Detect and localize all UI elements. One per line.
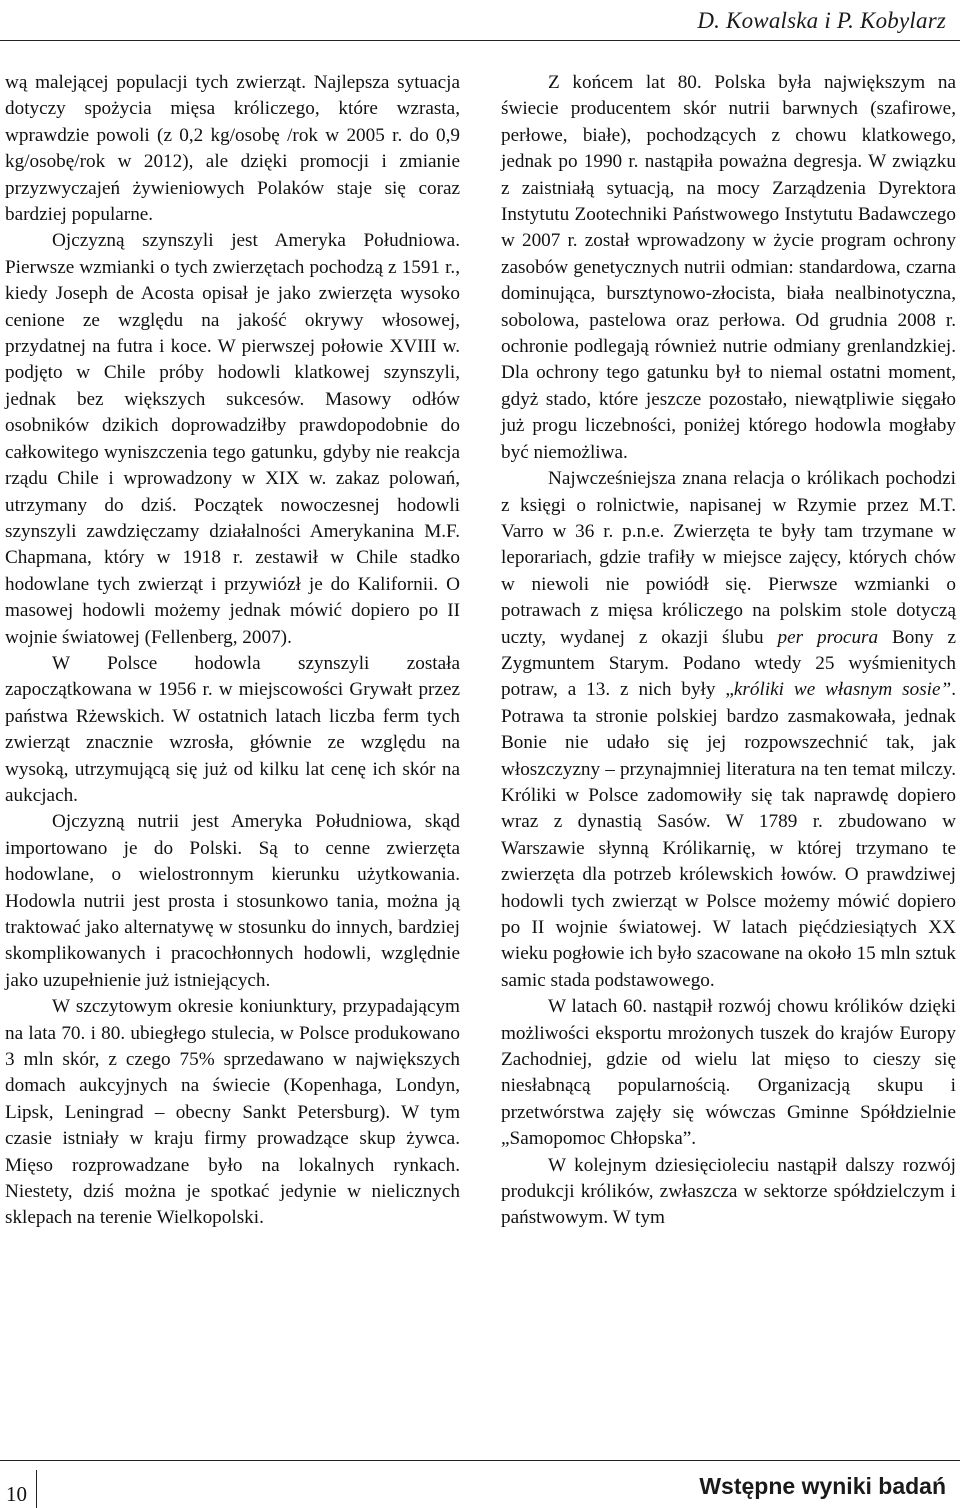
text-run: Najwcześniejsza znana relacja o królikach pochodzi z księgi o rolnictwie, napisanej w Rzymie przez M.T. Varro w 36 r. p.n.e. Zwierzęta te były tam trzymane w leporariach, gdzie trafiły w miejsce zajęcy, których chów w niewoli nie powiódł się. Pierwsze wzmianki o potrawach z mięsa króliczego na polskim stole dotyczą uczty, wydanej z okazji ślubu (501, 468, 956, 648)
paragraph: Ojczyzną nutrii jest Ameryka Południowa, skąd importowano je do Polski. Są to cenne zwierzęta hodowlane, o wielostronnym kierunku użytkowania. Hodowla nutrii jest prosta i stosunkowo tania, można ją traktować jako alternatywę w stosunku do innych, bardziej skomplikowanych i pracochłonnych hodowli, względnie jako uzupełnienie już istniejących. (5, 811, 460, 991)
page-number-divider (36, 1470, 37, 1508)
running-header-authors: D. Kowalska i P. Kobylarz (697, 8, 946, 33)
footer-divider (0, 1460, 960, 1461)
text-run: . Potrawa ta stronie polskiej bardzo zasmakowała, jednak Bonie nie udało się jej rozpowszechnić tak, jak włoszczyzny – przynajmniej literatura na ten temat milczy. Króliki w Polsce zadomowiły się tak naprawdę dopiero wraz z dynastią Sasów. W 1789 r. zbudowano w Warszawie słynną Królikarnię, w której trzymano te zwierzęta dla potrzeb królewskich łowów. O prawdziwej hodowli tych zwierząt w Polsce możemy mówić dopiero po II wojnie światowej. W latach pięćdziesiątych XX wieku pogłowie ich było szacowane na około 15 mln sztuk samic stada podstawowego. (501, 679, 956, 991)
running-footer-title: Wstępne wyniki badań (699, 1473, 946, 1499)
italic-phrase: per procura (777, 626, 879, 648)
text-run: Bony z Zygmuntem Starym. Podano wtedy 25 wyśmienitych potraw, a 13. z nich były „ (501, 626, 956, 701)
left-column (5, 70, 460, 1232)
page-number: 10 (6, 1482, 27, 1506)
paragraph: W Polsce hodowla szynszyli została zapoczątkowana w 1956 r. w miejscowości Grywałt przez państwa Rżewskich. W ostatnich latach liczba ferm tych zwierząt znacznie wzrosła, głównie ze względu na wysoką, utrzymującą się już od kilku lat cenę ich skór na aukcjach. (5, 652, 460, 806)
paragraph: Z końcem lat 80. Polska była największym na świecie producentem skór nutrii barwnych (szafirowe, perłowe, białe), pochodzących z chowu klatkowego, jednak po 1990 r. nastąpiła poważna degresja. W związku z zaistniałą sytuacją, na mocy Zarządzenia Dyrektora Instytutu Zootechniki Państwowego Instytutu Badawczego w 2007 r. został wprowadzony w życie program ochrony zasobów genetycznych nutrii odmian: standardowa, czarna dominująca, bursztynowo-złocista, biała nealbinotyczna, sobolowa, pastelowa oraz perłowa. Od grudnia 2008 r. ochronie podlegają również nutrie odmiany grenlandzkiej. Dla ochrony tego gatunku był to niemal ostatni moment, gdyż stado, które jeszcze pozostało, niewątpliwie sięgało już progu liczebności, poniżej którego hodowla mogłaby być niemożliwa. (501, 72, 956, 463)
paragraph: W kolejnym dziesięcioleciu nastąpił dalszy rozwój produkcji królików, zwłaszcza w sektorze spółdzielczym i państwowym. W tym (501, 1154, 956, 1229)
italic-phrase: króliki we własnym sosie” (733, 679, 952, 701)
paragraph: W latach 60. nastąpił rozwój chowu królików dzięki możliwości eksportu mrożonych tuszek do krajów Europy Zachodniej, gdzie od wielu lat mięso to cieszy się niesłabnącą popularnością. Organizacją skupu i przetwórstwa zajęły się wówczas Gminne Spółdzielnie „Samopomoc Chłopska”. (501, 996, 956, 1150)
paragraph: W szczytowym okresie koniunktury, przypadającym na lata 70. i 80. ubiegłego stulecia, w Polsce produkowano 3 mln skór, z czego 75% sprzedawano w największych domach aukcyjnych na świecie (Kopenhaga, Londyn, Lipsk, Leningrad – obecny Sankt Petersburg). W tym czasie istniały w kraju firmy prowadzące skup żywca. Mięso rozprowadzane było na lokalnych rynkach. Niestety, dziś można je spotkać jedynie w nielicznych sklepach na terenie Wielkopolski. (5, 996, 460, 1229)
header-divider (0, 40, 960, 41)
right-column (501, 70, 956, 1232)
paragraph (501, 466, 956, 994)
paragraph: wą malejącej populacji tych zwierząt. Najlepsza sytuacja dotyczy spożycia mięsa króliczego, które wzrasta, wprawdzie powoli (z 0,2 kg/osobę /rok w 2005 r. do 0,9 kg/osobę/rok w 2012), ale dzięki promocji i zmianie przyzwyczajeń żywieniowych Polaków staje się coraz bardziej popularne. (5, 72, 460, 226)
paragraph: Ojczyzną szynszyli jest Ameryka Południowa. Pierwsze wzmianki o tych zwierzętach pochodzą z 1591 r., kiedy Joseph de Acosta opisał je jako zwierzęta wysoko cenione ze względu na jakość okrywy włosowej, przydatnej na futra i koce. W pierwszej połowie XVIII w. podjęto w Chile próby hodowli klatkowej szynszyli, jednak bez większych sukcesów. Masowy odłów osobników dzikich doprowadziłby prawdopodobnie do całkowitego wyniszczenia tego gatunku, gdyby nie reakcja rządu Chile i wprowadzony w XIX w. zakaz polowań, utrzymany do dziś. Początek nowoczesnej hodowli szynszyli zawdzięczamy działalności Amerykanina M.F. Chapmana, który w 1918 r. zestawił w Chile stadko hodowlane tych zwierząt i przywiózł je do Kalifornii. O masowej hodowli możemy jednak mówić dopiero po II wojnie światowej (Fellenberg, 2007). (5, 230, 460, 648)
